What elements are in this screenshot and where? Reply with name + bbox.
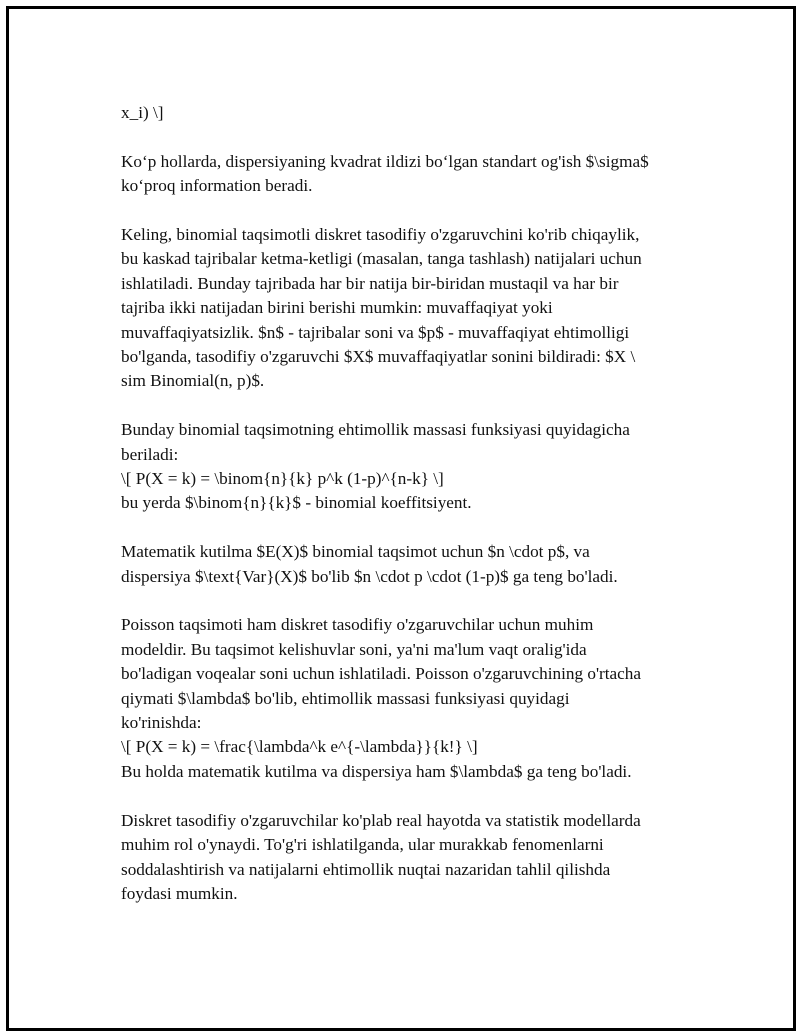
formula-line: \[ P(X = k) = \binom{n}{k} p^k (1-p)^{n-k} \] xyxy=(121,469,444,489)
paragraph xyxy=(121,101,693,125)
text-line: foydasi mumkin. xyxy=(121,883,238,903)
text-line: dispersiya $\text{Var}(X)$ bo'lib $n \cdot p \cdot (1-p)$ ga teng bo'ladi. xyxy=(121,566,618,586)
text-line: muvaffaqiyatsizlik. $n$ - tajribalar soni va $p$ - muvaffaqiyat ehtimolligi xyxy=(121,322,630,342)
paragraph xyxy=(121,150,693,199)
text-line: bu yerda $\binom{n}{k}$ - binomial koeffitsiyent. xyxy=(121,493,472,513)
formula-line: \[ P(X = k) = \frac{\lambda^k e^{-\lambda}}{k!} \] xyxy=(121,737,478,757)
paragraph xyxy=(121,540,693,589)
text-line: Keling, binomial taqsimotli diskret tasodifiy o'zgaruvchini ko'rib chiqaylik, xyxy=(121,225,640,244)
text-line: beriladi: xyxy=(121,444,179,464)
text-line: bo'lganda, tasodifiy o'zgaruvchi $X$ muvaffaqiyatlar sonini bildiradi: $X \ xyxy=(121,347,636,367)
paragraph xyxy=(121,809,693,907)
paragraph xyxy=(121,223,693,394)
text-line: Matematik kutilma $E(X)$ binomial taqsimot uchun $n \cdot p$, va xyxy=(121,542,590,562)
text-line: x_i) \] xyxy=(121,103,164,122)
text-line: Koʻp hollarda, dispersiyaning kvadrat ildizi boʻlgan standart og'ish $\sigma$ xyxy=(121,151,649,171)
text-line: muhim rol o'ynaydi. To'g'ri ishlatilganda, ular murakkab fenomenlarni xyxy=(121,835,604,855)
text-line: modeldir. Bu taqsimot kelishuvlar soni, ya'ni ma'lum vaqt oralig'ida xyxy=(121,639,587,659)
text-line: bo'ladigan voqealar soni uchun ishlatiladi. Poisson o'zgaruvchining o'rtacha xyxy=(121,664,642,684)
text-line: tajriba ikki natijadan birini berishi mumkin: muvaffaqiyat yoki xyxy=(121,298,553,318)
paragraph xyxy=(121,418,693,516)
text-line: Bunday binomial taqsimotning ehtimollik massasi funksiyasi quyidagicha xyxy=(121,420,630,440)
text-line: Bu holda matematik kutilma va dispersiya ham $\lambda$ ga teng bo'ladi. xyxy=(121,761,632,781)
text-line: qiymati $\lambda$ bo'lib, ehtimollik massasi funksiyasi quyidagi xyxy=(121,688,570,708)
text-line: ishlatiladi. Bunday tajribada har bir natija bir-biridan mustaqil va har bir xyxy=(121,273,619,293)
text-line: soddalashtirish va natijalarni ehtimollik nuqtai nazaridan tahlil qilishda xyxy=(121,859,611,879)
page-frame xyxy=(6,6,796,1031)
text-line: ko'rinishda: xyxy=(121,713,202,733)
text-line: bu kaskad tajribalar ketma-ketligi (masalan, tanga tashlash) natijalari uchun xyxy=(121,249,642,269)
text-line: Poisson taqsimoti ham diskret tasodifiy o'zgaruvchilar uchun muhim xyxy=(121,615,594,635)
paragraph xyxy=(121,613,693,784)
text-line: sim Binomial(n, p)$. xyxy=(121,371,265,391)
document-body xyxy=(121,101,693,931)
text-line: Diskret tasodifiy o'zgaruvchilar ko'plab real hayotda va statistik modellarda xyxy=(121,810,641,830)
text-line: koʻproq information beradi. xyxy=(121,176,313,196)
